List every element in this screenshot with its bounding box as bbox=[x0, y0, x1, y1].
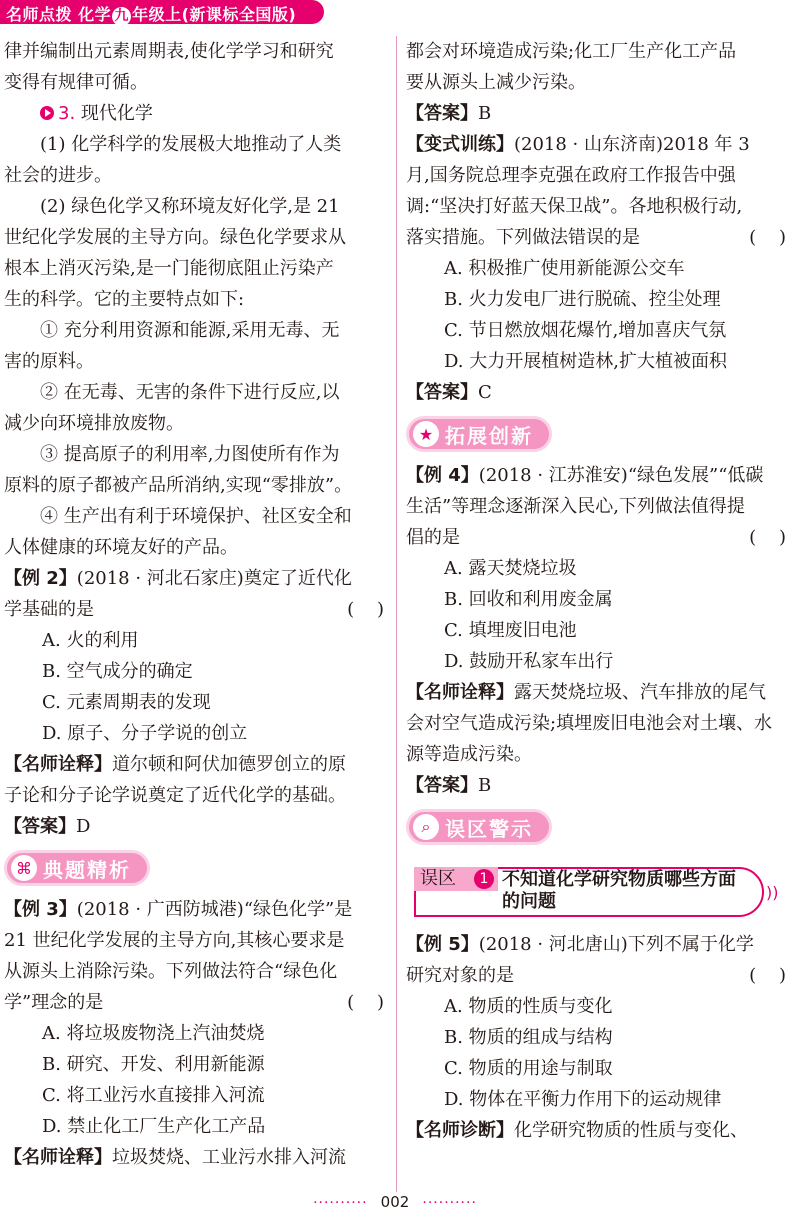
example-5-line-1 bbox=[406, 929, 790, 960]
variant-text-4: 落实措施。下列做法错误的是 bbox=[406, 227, 640, 248]
feature-2-line-1: ② 在无毒、无害的条件下进行反应,以 bbox=[40, 382, 340, 403]
continued-line-1: 都会对环境造成污染;化工厂生产化工产品 bbox=[406, 41, 737, 62]
explain-text-1: 露天焚烧垃圾、汽车排放的尾气 bbox=[514, 682, 766, 703]
misconception-number: 1 bbox=[474, 869, 494, 889]
footer-dots-left: ·········· bbox=[313, 1195, 368, 1211]
right-column bbox=[406, 36, 790, 1146]
sub-heading-number: 3. bbox=[58, 103, 76, 124]
option-b: B. 物质的组成与结构 bbox=[444, 1027, 613, 1048]
option-b: B. 火力发电厂进行脱硫、控尘处理 bbox=[444, 289, 721, 310]
feature-4-line-1: ④ 生产出有利于环境保护、社区安全和 bbox=[40, 506, 352, 527]
para-2-line-4: 生的科学。它的主要特点如下: bbox=[4, 289, 245, 310]
page-header bbox=[0, 0, 790, 24]
explain-tag: 【名师诠释】 bbox=[406, 682, 514, 703]
example-4-text-1: (2018 · 江苏淮安)“绿色发展”“低碳 bbox=[478, 465, 764, 486]
feature-3-line-1: ③ 提高原子的利用率,力图使所有作为 bbox=[40, 444, 340, 465]
answer-tag: 【答案】 bbox=[406, 382, 478, 403]
example-3-answer bbox=[406, 98, 790, 129]
answer-value: B bbox=[478, 103, 492, 124]
page-footer bbox=[0, 1192, 790, 1212]
page-number: 002 bbox=[380, 1193, 410, 1211]
example-4-explain-line-3: 源等造成污染。 bbox=[406, 744, 532, 765]
grade-badge: 九 bbox=[112, 7, 131, 26]
sub-heading-text: 现代化学 bbox=[80, 103, 153, 124]
example-2-answer bbox=[4, 811, 388, 842]
variant-tag: 【变式训练】 bbox=[406, 134, 514, 155]
section-title: 误区警示 bbox=[445, 816, 533, 841]
answer-bracket: ( ) bbox=[749, 227, 786, 248]
answer-tag: 【答案】 bbox=[406, 775, 478, 796]
footer-dots-right: ·········· bbox=[422, 1195, 477, 1211]
option-b: B. 研究、开发、利用新能源 bbox=[42, 1054, 265, 1075]
example-5-text-1: (2018 · 河北唐山)下列不属于化学 bbox=[478, 934, 754, 955]
header-title bbox=[6, 2, 296, 26]
example-2-text-1: (2018 · 河北石家庄)奠定了近代化 bbox=[76, 568, 352, 589]
variant-line-1 bbox=[406, 129, 790, 160]
option-d: D. 鼓励开私家车出行 bbox=[444, 651, 614, 672]
option-b: B. 回收和利用废金属 bbox=[444, 589, 613, 610]
misconception-label: 误区 bbox=[414, 867, 498, 891]
answer-tag: 【答案】 bbox=[406, 103, 478, 124]
variant-line-4 bbox=[406, 222, 790, 253]
explain-text: 垃圾焚烧、工业污水排入河流 bbox=[112, 1147, 346, 1168]
para-1-line-1: (1) 化学科学的发展极大地推动了人类 bbox=[40, 134, 342, 155]
misconception-box bbox=[406, 861, 790, 923]
example-3-line-3: 从源头上消除污染。下列做法符合“绿色化 bbox=[4, 961, 338, 982]
example-2-text-2: 学基础的是 bbox=[4, 599, 94, 620]
left-column bbox=[4, 36, 388, 1173]
option-a: A. 露天焚烧垃圾 bbox=[444, 558, 577, 579]
feature-1-line-2: 害的原料。 bbox=[4, 351, 94, 372]
example-2-explain-line-2: 子论和分子论学说奠定了近代化学的基础。 bbox=[4, 785, 346, 806]
option-a: A. 将垃圾废物浇上汽油焚烧 bbox=[42, 1023, 265, 1044]
section-typical-examples bbox=[4, 850, 150, 886]
option-c: C. 填埋废旧电池 bbox=[444, 620, 577, 641]
example-3-tag: 【例 3】 bbox=[4, 899, 77, 920]
modern-chemistry-heading bbox=[4, 98, 388, 129]
answer-value: B bbox=[478, 775, 492, 796]
option-b: B. 空气成分的确定 bbox=[42, 661, 193, 682]
share-icon: ⌘ bbox=[11, 855, 37, 881]
example-4-answer bbox=[406, 770, 790, 801]
para-2-line-1: (2) 绿色化学又称环境友好化学,是 21 bbox=[40, 196, 340, 217]
option-c: C. 将工业污水直接排入河流 bbox=[42, 1085, 265, 1106]
variant-text-1: (2018 · 山东济南)2018 年 3 bbox=[514, 134, 750, 155]
explain-tag: 【名师诠释】 bbox=[4, 754, 112, 775]
variant-answer bbox=[406, 377, 790, 408]
explain-text-1: 道尔顿和阿伏加德罗创立的原 bbox=[112, 754, 346, 775]
feature-4-line-2: 人体健康的环境友好的产品。 bbox=[4, 537, 238, 558]
example-3-text-4: 学”理念的是 bbox=[4, 992, 104, 1013]
para-1-line-2: 社会的进步。 bbox=[4, 165, 112, 186]
answer-value: C bbox=[478, 382, 492, 403]
option-c: C. 物质的用途与制取 bbox=[444, 1058, 613, 1079]
example-2-tag: 【例 2】 bbox=[4, 568, 77, 589]
trophy-icon: ★ bbox=[413, 421, 439, 447]
example-2-explain-line-1 bbox=[4, 749, 388, 780]
example-5-diagnosis bbox=[406, 1115, 790, 1146]
option-a: A. 积极推广使用新能源公交车 bbox=[444, 258, 685, 279]
example-3-line-1 bbox=[4, 894, 388, 925]
diagnosis-text: 化学研究物质的性质与变化、 bbox=[514, 1120, 748, 1141]
section-extension bbox=[406, 416, 552, 452]
para-2-line-3: 根本上消灭污染,是一门能彻底阻止污染产 bbox=[4, 258, 334, 279]
play-bullet-icon bbox=[40, 106, 54, 120]
diagnosis-tag: 【名师诊断】 bbox=[406, 1120, 514, 1141]
example-3-line-4 bbox=[4, 987, 388, 1018]
example-4-explain-line-1 bbox=[406, 677, 790, 708]
example-4-line-1 bbox=[406, 460, 790, 491]
header-title-prefix: 名师点拨 化学 bbox=[6, 5, 112, 24]
feature-1-line-1: ① 充分利用资源和能源,采用无毒、无 bbox=[40, 320, 340, 341]
example-5-tag: 【例 5】 bbox=[406, 934, 479, 955]
example-4-line-2: 生活”等理念逐渐深入民心,下列做法值得提 bbox=[406, 496, 745, 517]
example-4-text-3: 倡的是 bbox=[406, 527, 460, 548]
magnifier-icon: ⌕ bbox=[413, 814, 439, 840]
feature-2-line-2: 减少向环境排放废物。 bbox=[4, 413, 184, 434]
answer-bracket: ( ) bbox=[749, 965, 786, 986]
example-5-line-2 bbox=[406, 960, 790, 991]
continued-line-2: 要从源头上减少污染。 bbox=[406, 72, 586, 93]
intro-line-1: 律并编制出元素周期表,使化学学习和研究 bbox=[4, 41, 334, 62]
para-2-line-2: 世纪化学发展的主导方向。绿色化学要求从 bbox=[4, 227, 346, 248]
example-2-line-2 bbox=[4, 594, 388, 625]
example-4-tag: 【例 4】 bbox=[406, 465, 479, 486]
column-divider bbox=[396, 36, 397, 1192]
explain-tag: 【名师诠释】 bbox=[4, 1147, 112, 1168]
example-4-explain-line-2: 会对空气造成污染;填埋废旧电池会对土壤、水 bbox=[406, 713, 773, 734]
example-3-text-1: (2018 · 广西防城港)“绿色化学”是 bbox=[76, 899, 353, 920]
option-a: A. 物质的性质与变化 bbox=[444, 996, 613, 1017]
example-3-explain bbox=[4, 1142, 388, 1173]
section-misconceptions bbox=[406, 809, 552, 845]
intro-line-2: 变得有规律可循。 bbox=[4, 72, 148, 93]
sound-wave-icon: )) bbox=[766, 883, 779, 902]
header-title-suffix: 年级上(新课标全国版) bbox=[132, 5, 297, 24]
variant-line-2: 月,国务院总理李克强在政府工作报告中强 bbox=[406, 165, 736, 186]
option-d: D. 原子、分子学说的创立 bbox=[42, 723, 248, 744]
variant-line-3: 调:“坚决打好蓝天保卫战”。各地积极行动, bbox=[406, 196, 743, 217]
answer-tag: 【答案】 bbox=[4, 816, 76, 837]
option-c: C. 节日燃放烟花爆竹,增加喜庆气氛 bbox=[444, 320, 727, 341]
option-d: D. 物体在平衡力作用下的运动规律 bbox=[444, 1089, 722, 1110]
answer-bracket: ( ) bbox=[347, 599, 384, 620]
feature-3-line-2: 原料的原子都被产品所消纳,实现“零排放”。 bbox=[4, 475, 353, 496]
section-title: 拓展创新 bbox=[445, 423, 533, 448]
option-d: D. 大力开展植树造林,扩大植被面积 bbox=[444, 351, 727, 372]
example-5-text-2: 研究对象的是 bbox=[406, 965, 514, 986]
example-2-line-1 bbox=[4, 563, 388, 594]
option-a: A. 火的利用 bbox=[42, 630, 139, 651]
option-c: C. 元素周期表的发现 bbox=[42, 692, 211, 713]
section-title: 典题精析 bbox=[43, 857, 131, 882]
answer-bracket: ( ) bbox=[347, 992, 384, 1013]
misconception-title: 不知道化学研究物质哪些方面的问题 bbox=[502, 869, 736, 912]
example-4-line-3 bbox=[406, 522, 790, 553]
answer-value: D bbox=[76, 816, 91, 837]
answer-bracket: ( ) bbox=[749, 527, 786, 548]
example-3-line-2: 21 世纪化学发展的主导方向,其核心要求是 bbox=[4, 930, 345, 951]
option-d: D. 禁止化工厂生产化工产品 bbox=[42, 1116, 266, 1137]
